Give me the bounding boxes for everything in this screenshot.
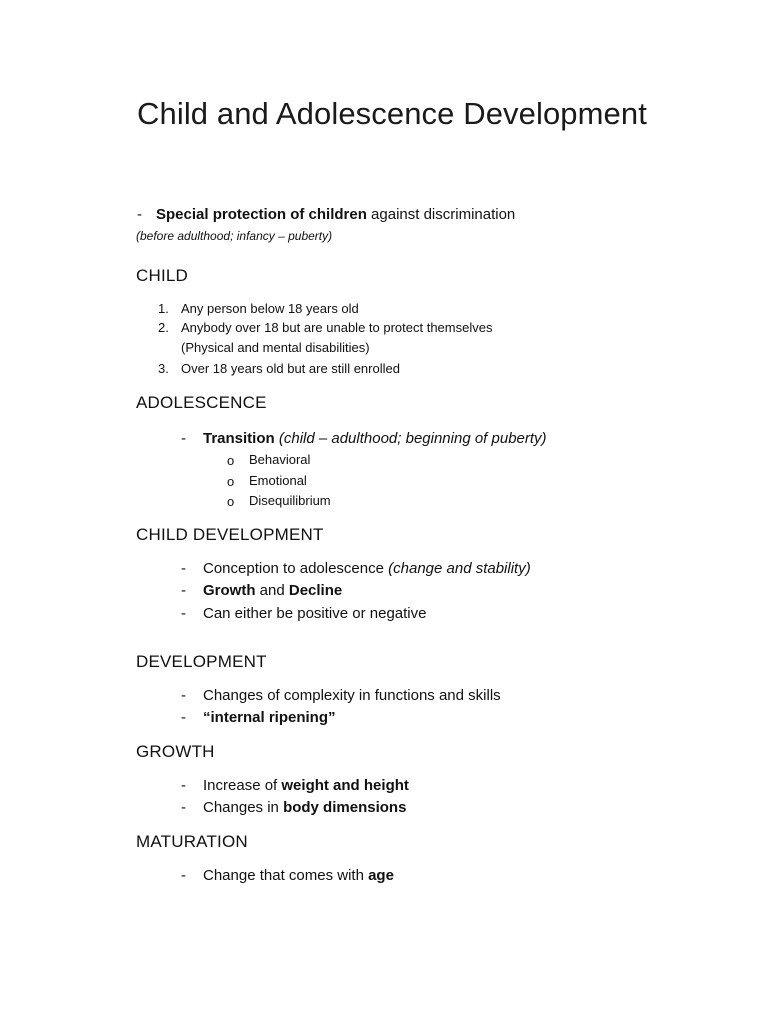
- section-heading-development: DEVELOPMENT: [136, 652, 267, 671]
- intro-line: [137, 206, 515, 223]
- growth-dash-1: -: [181, 777, 186, 794]
- adolescence-sub-1: Behavioral: [249, 452, 311, 467]
- child-development-line-3: Can either be positive or negative: [203, 605, 427, 622]
- adolescence-sub-2: Emotional: [249, 473, 307, 488]
- child-item-1: Any person below 18 years old: [181, 301, 359, 316]
- child-item-2: Anybody over 18 but are unable to protect themselves: [181, 320, 493, 335]
- development-line-1: Changes of complexity in functions and skills: [203, 687, 501, 704]
- maturation-line-1: Change that comes with age: [203, 867, 394, 884]
- development-dash-2: -: [181, 709, 186, 726]
- growth-line-1: Increase of weight and height: [203, 777, 409, 794]
- child-development-line-2: Growth and Decline: [203, 582, 343, 599]
- intro-note: (before adulthood; infancy – puberty): [136, 229, 333, 243]
- growth-dash-2: -: [181, 799, 186, 816]
- section-heading-adolescence: ADOLESCENCE: [136, 393, 267, 412]
- section-heading-child-development: CHILD DEVELOPMENT: [136, 525, 324, 544]
- intro-bold: Special protection of children: [156, 206, 367, 223]
- sub-bullet-icon: o: [227, 494, 235, 509]
- development-line-2: “internal ripening”: [203, 709, 336, 726]
- child-development-line-1: Conception to adolescence (change and stability): [203, 560, 531, 577]
- adolescence-dash: -: [181, 430, 186, 447]
- intro-text: against discrimination: [366, 206, 516, 223]
- adolescence-line: Transition (child – adulthood; beginning of puberty): [203, 430, 547, 447]
- child-item-2-continuation: (Physical and mental disabilities): [181, 340, 370, 355]
- document-title: Child and Adolescence Development: [137, 96, 647, 131]
- maturation-dash-1: -: [181, 867, 186, 884]
- growth-line-2: Changes in body dimensions: [203, 799, 407, 816]
- section-heading-child: CHILD: [136, 266, 189, 285]
- child-item-num-3: 3.: [158, 361, 169, 376]
- sub-bullet-icon: o: [227, 474, 235, 489]
- development-dash-1: -: [181, 687, 186, 704]
- child-item-num-1: 1.: [158, 301, 169, 316]
- child-development-dash-1: -: [181, 560, 186, 577]
- child-item-num-2: 2.: [158, 320, 169, 335]
- child-item-3: Over 18 years old but are still enrolled: [181, 361, 400, 376]
- section-heading-maturation: MATURATION: [136, 832, 248, 851]
- section-heading-growth: GROWTH: [136, 742, 215, 761]
- sub-bullet-icon: o: [227, 453, 235, 468]
- intro-dash: -: [137, 206, 142, 223]
- adolescence-sub-3: Disequilibrium: [249, 493, 331, 508]
- child-development-dash-3: -: [181, 605, 186, 622]
- child-development-dash-2: -: [181, 582, 186, 599]
